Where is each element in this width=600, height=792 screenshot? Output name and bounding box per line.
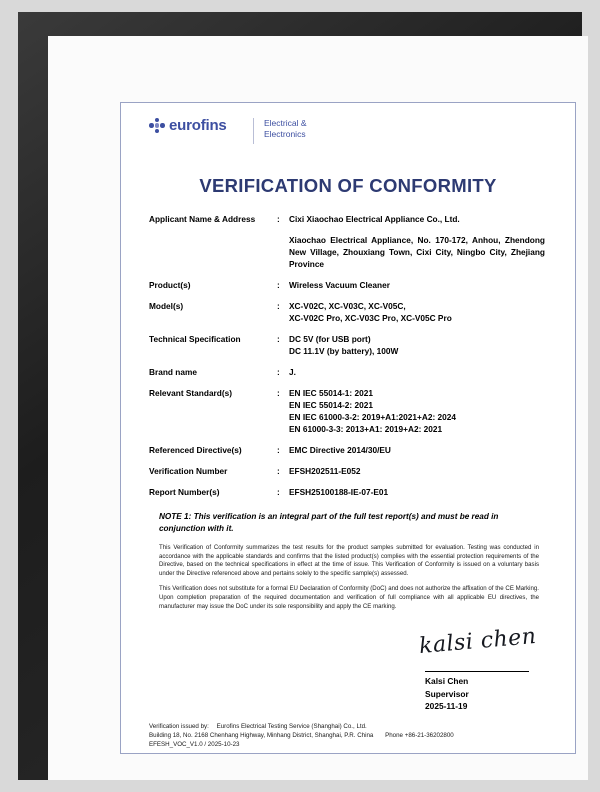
- field-value-verification-number: [289, 465, 561, 486]
- footer-docref-line: [149, 740, 561, 749]
- applicant-name: Cixi Xiaochao Electrical Appliance Co., Ltd.: [289, 214, 460, 224]
- field-value-tech-spec: [289, 333, 561, 366]
- tech-spec-line-1: DC 5V (for USB port): [289, 334, 371, 344]
- table-row: [135, 366, 561, 387]
- table-row: [135, 387, 561, 444]
- field-label-directives: Referenced Directive(s): [149, 445, 242, 455]
- table-row: [135, 486, 561, 507]
- certificate-header: [135, 113, 561, 159]
- applicant-address: Xiaochao Electrical Appliance, No. 170-172, Anhou, Zhendong New Village, Zhouxiang Town, Cixi City, Ningbo City, Zhejiang Province: [289, 235, 545, 269]
- body-paragraphs: [135, 535, 561, 611]
- standard-line-2: EN IEC 55014-2: 2021: [289, 400, 373, 410]
- report-number: EFSH25100188-IE-07-E01: [289, 487, 389, 497]
- field-value-models: [289, 300, 561, 333]
- field-value-directives: [289, 444, 561, 465]
- field-colon: :: [277, 445, 280, 455]
- verification-number: EFSH202511-E052: [289, 466, 361, 476]
- field-value-applicant: [289, 213, 561, 279]
- standard-line-3: EN IEC 61000-3-2: 2019+A1:2021+A2: 2024: [289, 412, 456, 422]
- department-line-2: Electronics: [264, 129, 306, 139]
- table-row: [135, 465, 561, 486]
- field-label-models: Model(s): [149, 301, 184, 311]
- product-line-1: Wireless Vacuum Cleaner: [289, 280, 390, 290]
- paragraph-2: This Verification does not substitute for a formal EU Declaration of Conformity (DoC) and does not authorize the affixation of the CE Marking. Upon completion preparation of the required documentation and verification of full compliance with all applicable EU directives, the manufacturer may issue the DoC under its sole responsibility and apply the CE marking.: [159, 585, 539, 610]
- table-row: [135, 444, 561, 465]
- handwritten-signature: kalsi chen: [418, 624, 538, 660]
- signatory-details: [425, 675, 469, 713]
- tech-spec-line-2: DC 11.1V (by battery), 100W: [289, 346, 399, 356]
- field-value-brand-name: [289, 366, 561, 387]
- field-value-standards: [289, 387, 561, 444]
- table-row: [135, 333, 561, 366]
- document-page: [48, 36, 588, 780]
- footer-issuer-line: [149, 722, 561, 731]
- field-colon: :: [277, 214, 280, 224]
- certificate-footer: [121, 722, 575, 749]
- field-value-report-number: [289, 486, 561, 507]
- footer-issued-by-value: Eurofins Electrical Testing Service (Shanghai) Co., Ltd.: [216, 723, 367, 730]
- field-colon: :: [277, 280, 280, 290]
- field-label-report-number: Report Number(s): [149, 487, 220, 497]
- eurofins-dots-icon: [149, 118, 165, 134]
- field-label-applicant: Applicant Name & Address: [149, 214, 256, 224]
- table-row: [135, 300, 561, 333]
- signature-date: 2025-11-19: [425, 701, 468, 712]
- field-value-products: [289, 279, 561, 300]
- certificate-body: [120, 102, 576, 754]
- field-colon: :: [277, 466, 280, 476]
- page-title: VERIFICATION OF CONFORMITY: [199, 175, 497, 196]
- department-label: [264, 117, 307, 140]
- field-label-products: Product(s): [149, 280, 191, 290]
- field-colon: :: [277, 334, 280, 344]
- eurofins-logo: [149, 117, 243, 134]
- footer-doc-ref: EFESH_VOC_V1.0 / 2025-10-23: [149, 741, 240, 748]
- footer-phone: Phone +86-21-36202800: [385, 732, 454, 739]
- field-colon: :: [277, 367, 280, 377]
- field-colon: :: [277, 388, 280, 398]
- field-label-standards: Relevant Standard(s): [149, 388, 232, 398]
- brand-name: eurofins: [169, 117, 227, 134]
- standard-line-4: EN 61000-3-3: 2013+A1: 2019+A2: 2021: [289, 424, 443, 434]
- brand-name-value: J.: [289, 367, 296, 377]
- field-label-tech-spec: Technical Specification: [149, 334, 241, 344]
- directive-line-1: EMC Directive 2014/30/EU: [289, 445, 391, 455]
- signature-rule: [425, 671, 529, 672]
- table-row: [135, 213, 561, 279]
- field-label-brand-name: Brand name: [149, 367, 197, 377]
- footer-address-line: [149, 731, 561, 740]
- signatory-role: Supervisor: [425, 688, 469, 699]
- note-text: NOTE 1: This verification is an integral part of the full test report(s) and must be read in conjunction with it.: [159, 512, 499, 533]
- field-colon: :: [277, 301, 280, 311]
- standard-line-1: EN IEC 55014-1: 2021: [289, 388, 373, 398]
- signature-block: [135, 623, 561, 731]
- paragraph-1: This Verification of Conformity summarizes the test results for the product samples submitted for evaluation. Testing was conducted in accordance with the applicable standards and confirms that the listed product(s) complies with the essential protection requirements of the Directive, based on the technical specifications in effect at the time of issue. This Verification of Conformity is issued on a voluntary basis under the Directive referenced above and pertains solely to the specific sample(s) assessed.: [159, 544, 539, 577]
- field-colon: :: [277, 487, 280, 497]
- signatory-name: Kalsi Chen: [425, 676, 469, 687]
- field-label-verification-number: Verification Number: [149, 466, 228, 476]
- model-line-2: XC-V02C Pro, XC-V03C Pro, XC-V05C Pro: [289, 313, 452, 323]
- model-line-1: XC-V02C, XC-V03C, XC-V05C,: [289, 301, 406, 311]
- footer-issued-by-label: Verification issued by:: [149, 723, 209, 730]
- department-line-1: Electrical &: [264, 118, 307, 128]
- table-row: [135, 279, 561, 300]
- header-divider: [253, 118, 254, 144]
- details-table: [135, 213, 561, 507]
- document-outer-border: [18, 12, 582, 780]
- footer-address: Building 18, No. 2168 Chenhang Highway, Minhang District, Shanghai, P.R. China: [149, 732, 374, 739]
